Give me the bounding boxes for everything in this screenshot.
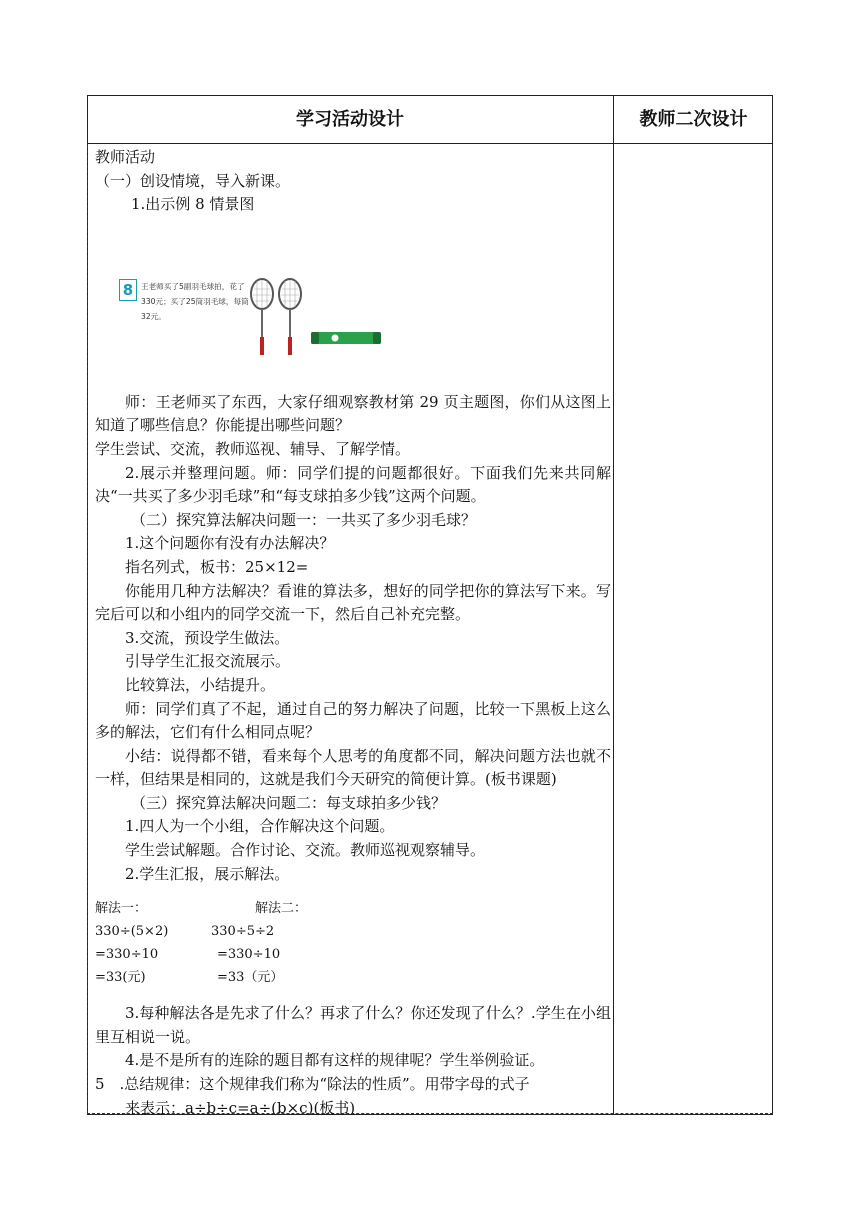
paragraph-verify-rule: 4.是不是所有的连除的题目都有这样的规律呢？学生举例验证。 xyxy=(125,1051,545,1070)
step-students-solve: 学生尝试解题。合作讨论、交流。教师巡视观察辅导。 xyxy=(125,841,486,860)
step-exchange: 3.交流，预设学生做法。 xyxy=(125,628,290,647)
solution-methods xyxy=(87,886,611,1002)
activity-content xyxy=(95,146,611,1120)
badminton-rackets-icon xyxy=(243,277,313,361)
method-two-label: 解法二： xyxy=(255,901,308,917)
step-show-example: 1.出示例 8 情景图 xyxy=(131,195,255,214)
paragraph-multiple-methods: 你能用几种方法解决？看谁的算法多，想好的同学把你的算法写下来。写完后可以和小组内的同学交流一下，然后自己补充完整。 xyxy=(95,581,611,624)
teacher-activity-heading: 教师活动 xyxy=(95,148,156,166)
example-number-badge: 8 xyxy=(119,279,137,301)
method-one-line-3: =33(元) xyxy=(95,970,146,986)
step-student-report: 2.学生汇报，展示解法。 xyxy=(125,864,290,883)
paragraph-analyze-methods: 3.每种解法各是先求了什么？再求了什么？你还发现了什么？.学生在小组里互相说一说。 xyxy=(95,1004,611,1046)
section-three-heading: （三）探究算法解决问题二：每支球拍多少钱？ xyxy=(131,793,447,812)
step-compare: 比较算法，小结提升。 xyxy=(125,675,276,694)
method-one-label: 解法一： xyxy=(95,901,148,917)
paragraph-organize-questions: 2.展示并整理问题。师：同学们提的问题都很好。下面我们先来共同解决“一共买了多少羽毛球”和“每支球拍多少钱”这两个问题。 xyxy=(95,463,611,506)
paragraph-teacher-praise: 师：同学们真了不起，通过自己的努力解决了问题，比较一下黑板上这么多的解法，它们有什么相同点呢？ xyxy=(95,699,611,742)
header-divider xyxy=(87,143,773,144)
section-one-heading: （一）创设情境，导入新课。 xyxy=(95,171,291,190)
section-two-heading: （二）探究算法解决问题一：一共买了多少羽毛球？ xyxy=(131,510,477,529)
lesson-table xyxy=(87,95,773,1115)
paragraph-students-try: 学生尝试、交流，教师巡视、辅导、了解学情。 xyxy=(95,439,411,458)
method-one-line-1: 330÷(5×2) xyxy=(95,924,169,940)
step-group-work: 1.四人为一个小组，合作解决这个问题。 xyxy=(125,817,395,836)
step-can-you-solve: 1.这个问题你有没有办法解决？ xyxy=(125,534,335,553)
paragraph-teacher-question: 师：王老师买了东西，大家仔细观察教材第 29 页主题图，你们从这图上知道了哪些信息？你能提出哪些问题？ xyxy=(95,392,611,435)
step-board-expression: 指名列式，板书：25×12= xyxy=(125,557,309,576)
example-8-illustration xyxy=(95,217,611,391)
header-learning-activity-design: 学习活动设计 xyxy=(296,109,404,130)
column-divider xyxy=(613,95,614,1115)
header-teacher-second-design: 教师二次设计 xyxy=(639,109,748,130)
shuttlecock-tube-icon xyxy=(311,331,381,345)
method-two-line-1: 330÷5÷2 xyxy=(211,924,275,940)
step-guide-report: 引导学生汇报交流展示。 xyxy=(125,652,291,671)
paragraph-summary: 小结：说得都不错，看来每个人思考的角度都不同，解决问题方法也就不一样，但结果是相同的，这就是我们今天研究的简便计算。(板书课题) xyxy=(95,746,611,789)
paragraph-summarize-rule: 5 .总结规律：这个规律我们称为“除法的性质”。用带字母的式子 xyxy=(95,1075,530,1094)
method-one-line-2: =330÷10 xyxy=(95,947,159,963)
method-two-line-3: =33（元） xyxy=(217,970,284,986)
paragraph-letter-formula: 来表示：a÷b÷c=a÷(b×c)(板书) xyxy=(125,1098,356,1117)
method-two-line-2: =330÷10 xyxy=(217,947,281,963)
illustration-caption: 王老师买了5副羽毛球拍，花了330元；买了25筒羽毛球，每筒32元。 xyxy=(141,281,249,321)
